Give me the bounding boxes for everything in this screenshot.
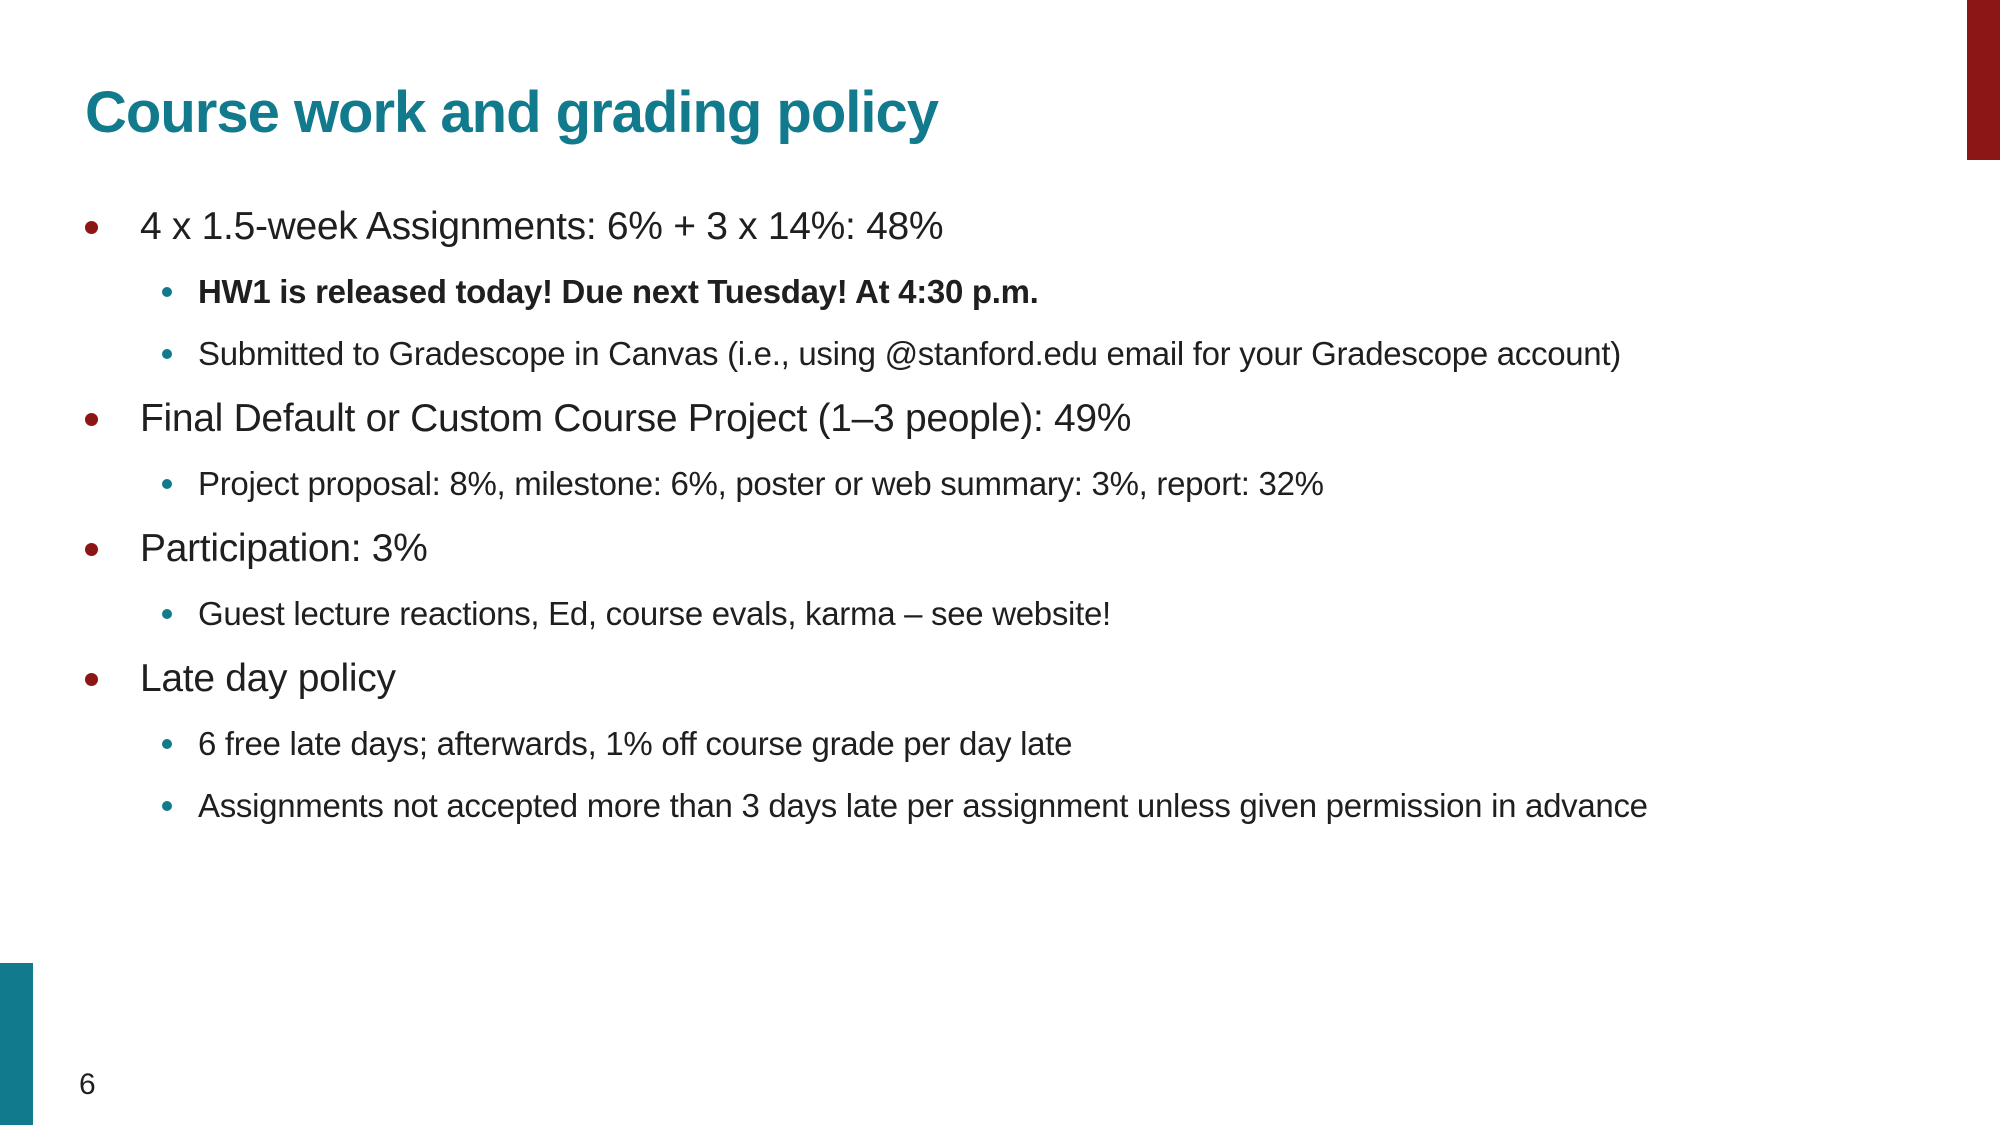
bullet-text: Submitted to Gradescope in Canvas (i.e., using @stanford.edu email for your Gradescope account) bbox=[198, 335, 1621, 372]
bullet-text: Project proposal: 8%, milestone: 6%, poster or web summary: 3%, report: 32% bbox=[198, 465, 1324, 502]
bullet-marker-icon bbox=[162, 479, 172, 489]
bullet-text: 4 x 1.5-week Assignments: 6% + 3 x 14%: 48% bbox=[140, 205, 944, 248]
bullet-marker-icon bbox=[85, 413, 98, 426]
bullet-item bbox=[0, 385, 1980, 453]
bullet-marker-icon bbox=[162, 801, 172, 811]
bullet-marker-icon bbox=[162, 609, 172, 619]
sub-bullet-item bbox=[0, 453, 1980, 515]
sub-bullet-item bbox=[0, 323, 1980, 385]
bullet-marker-icon bbox=[162, 287, 172, 297]
bullet-item bbox=[0, 645, 1980, 713]
bullet-marker-icon bbox=[85, 673, 98, 686]
bullet-marker-icon bbox=[162, 739, 172, 749]
sub-bullet-item bbox=[0, 583, 1980, 645]
bullet-item bbox=[0, 515, 1980, 583]
bullet-item bbox=[0, 193, 1980, 261]
bullet-marker-icon bbox=[162, 349, 172, 359]
bullet-text: 6 free late days; afterwards, 1% off course grade per day late bbox=[198, 725, 1073, 762]
bullet-text: Participation: 3% bbox=[140, 527, 428, 570]
bullet-marker-icon bbox=[85, 543, 98, 556]
bullet-text: Late day policy bbox=[140, 657, 396, 700]
sub-bullet-item bbox=[0, 713, 1980, 775]
bullet-text: Guest lecture reactions, Ed, course evals, karma – see website! bbox=[198, 595, 1111, 632]
bullet-marker-icon bbox=[85, 221, 98, 234]
bullet-text: Assignments not accepted more than 3 days late per assignment unless given permission in advance bbox=[198, 787, 1648, 824]
sub-bullet-item bbox=[0, 261, 1980, 323]
bullet-list bbox=[0, 193, 1980, 837]
sub-bullet-item bbox=[0, 775, 1980, 837]
cardinal-accent-bar bbox=[1967, 0, 2000, 160]
teal-accent-bar bbox=[0, 963, 33, 1125]
bullet-text: HW1 is released today! Due next Tuesday! At 4:30 p.m. bbox=[198, 273, 1039, 310]
page-title: Course work and grading policy bbox=[85, 79, 939, 145]
page-number: 6 bbox=[79, 1068, 96, 1101]
bullet-text: Final Default or Custom Course Project (1–3 people): 49% bbox=[140, 397, 1132, 440]
